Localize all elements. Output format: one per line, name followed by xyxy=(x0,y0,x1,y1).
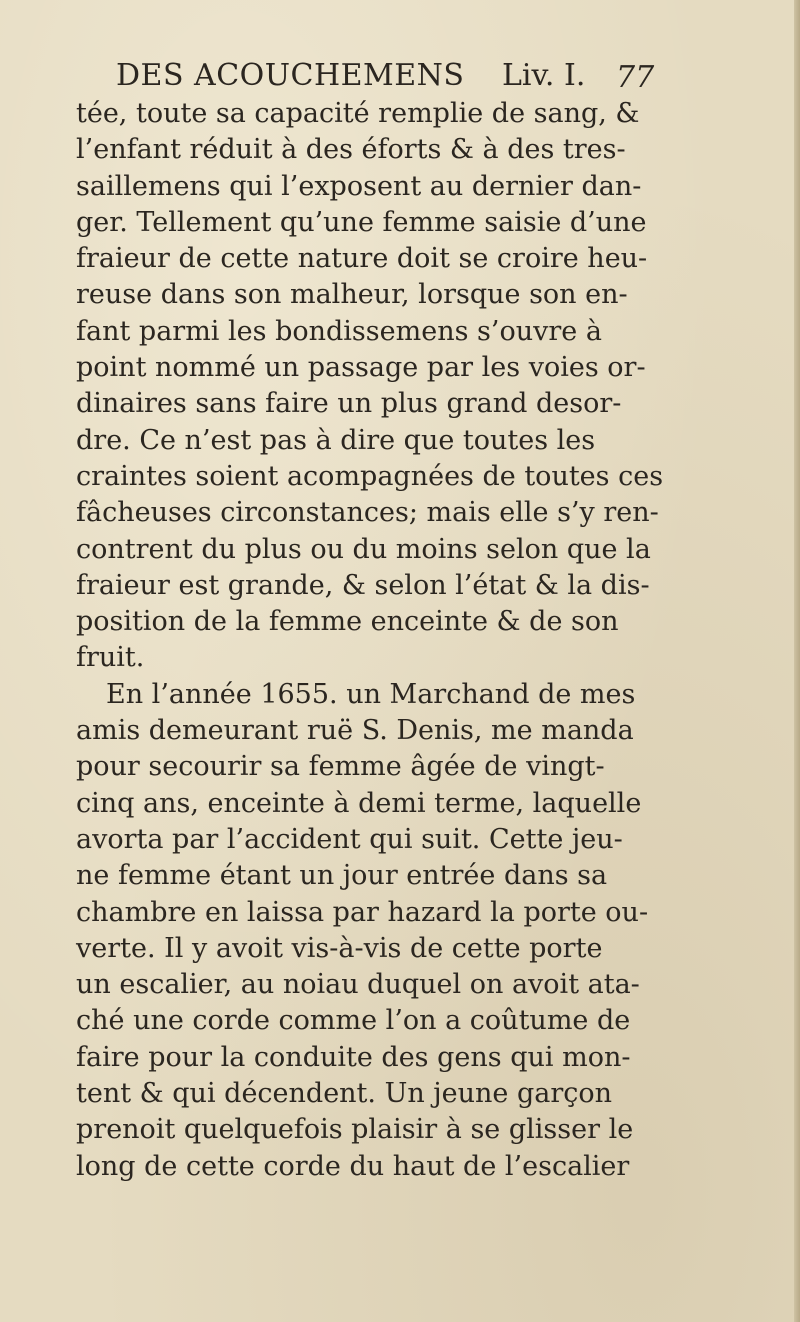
text-line: fraieur est grande, & selon l’état & la dis- xyxy=(76,569,650,601)
text-line: reuse dans son malheur, lorsque son en- xyxy=(76,279,628,311)
text-line: l’enfant réduit à des éforts & à des tres- xyxy=(76,134,626,166)
text-line: dre. Ce n’est pas à dire que toutes les xyxy=(76,424,596,456)
page-number: 77 xyxy=(616,60,655,95)
text-line: dinaires sans faire un plus grand desor- xyxy=(76,388,622,420)
text-line: faire pour la conduite des gens qui mon- xyxy=(76,1041,631,1073)
page-header xyxy=(116,54,656,98)
body-text xyxy=(76,96,676,1185)
text-line: pour secourir sa femme âgée de vingt- xyxy=(76,751,605,783)
text-line: long de cette corde du haut de l’escalier xyxy=(76,1150,630,1182)
text-line: En l’année 1655. un Marchand de mes xyxy=(106,678,636,710)
text-line: fruit. xyxy=(76,642,145,674)
text-line: ger. Tellement qu’une femme saisie d’une xyxy=(76,206,647,238)
book-reference: Liv. I. xyxy=(502,58,586,93)
text-line: contrent du plus ou du moins selon que la xyxy=(76,533,651,565)
text-line: position de la femme enceinte & de son xyxy=(76,606,619,638)
text-line: craintes soient acompagnées de toutes ces xyxy=(76,460,664,492)
text-line: cinq ans, enceinte à demi terme, laquelle xyxy=(76,787,642,819)
text-line: tée, toute sa capacité remplie de sang, & xyxy=(76,98,640,129)
text-line: fâcheuses circonstances; mais elle s’y ren- xyxy=(76,497,659,529)
text-line: point nommé un passage par les voies or- xyxy=(76,352,646,384)
text-line: saillemens qui l’exposent au dernier dan- xyxy=(76,170,642,202)
text-line: un escalier, au noiau duquel on avoit ata- xyxy=(76,969,640,1001)
text-line: verte. Il y avoit vis-à-vis de cette porte xyxy=(76,932,603,964)
page-edge xyxy=(794,0,800,1322)
text-line: ché une corde comme l’on a coûtume de xyxy=(76,1005,631,1037)
running-title: DES ACOUCHEMENS xyxy=(116,58,465,93)
text-line: chambre en laissa par hazard la porte ou- xyxy=(76,896,649,928)
text-line: avorta par l’accident qui suit. Cette jeu- xyxy=(76,823,623,855)
text-line: fant parmi les bondissemens s’ouvre à xyxy=(76,315,602,347)
text-line: fraieur de cette nature doit se croire heu- xyxy=(76,243,648,275)
text-line: ne femme étant un jour entrée dans sa xyxy=(76,860,608,892)
text-line: tent & qui décendent. Un jeune garçon xyxy=(76,1078,613,1110)
text-line: prenoit quelquefois plaisir à se glisser le xyxy=(76,1114,634,1146)
text-line: amis demeurant ruë S. Denis, me manda xyxy=(76,715,634,747)
